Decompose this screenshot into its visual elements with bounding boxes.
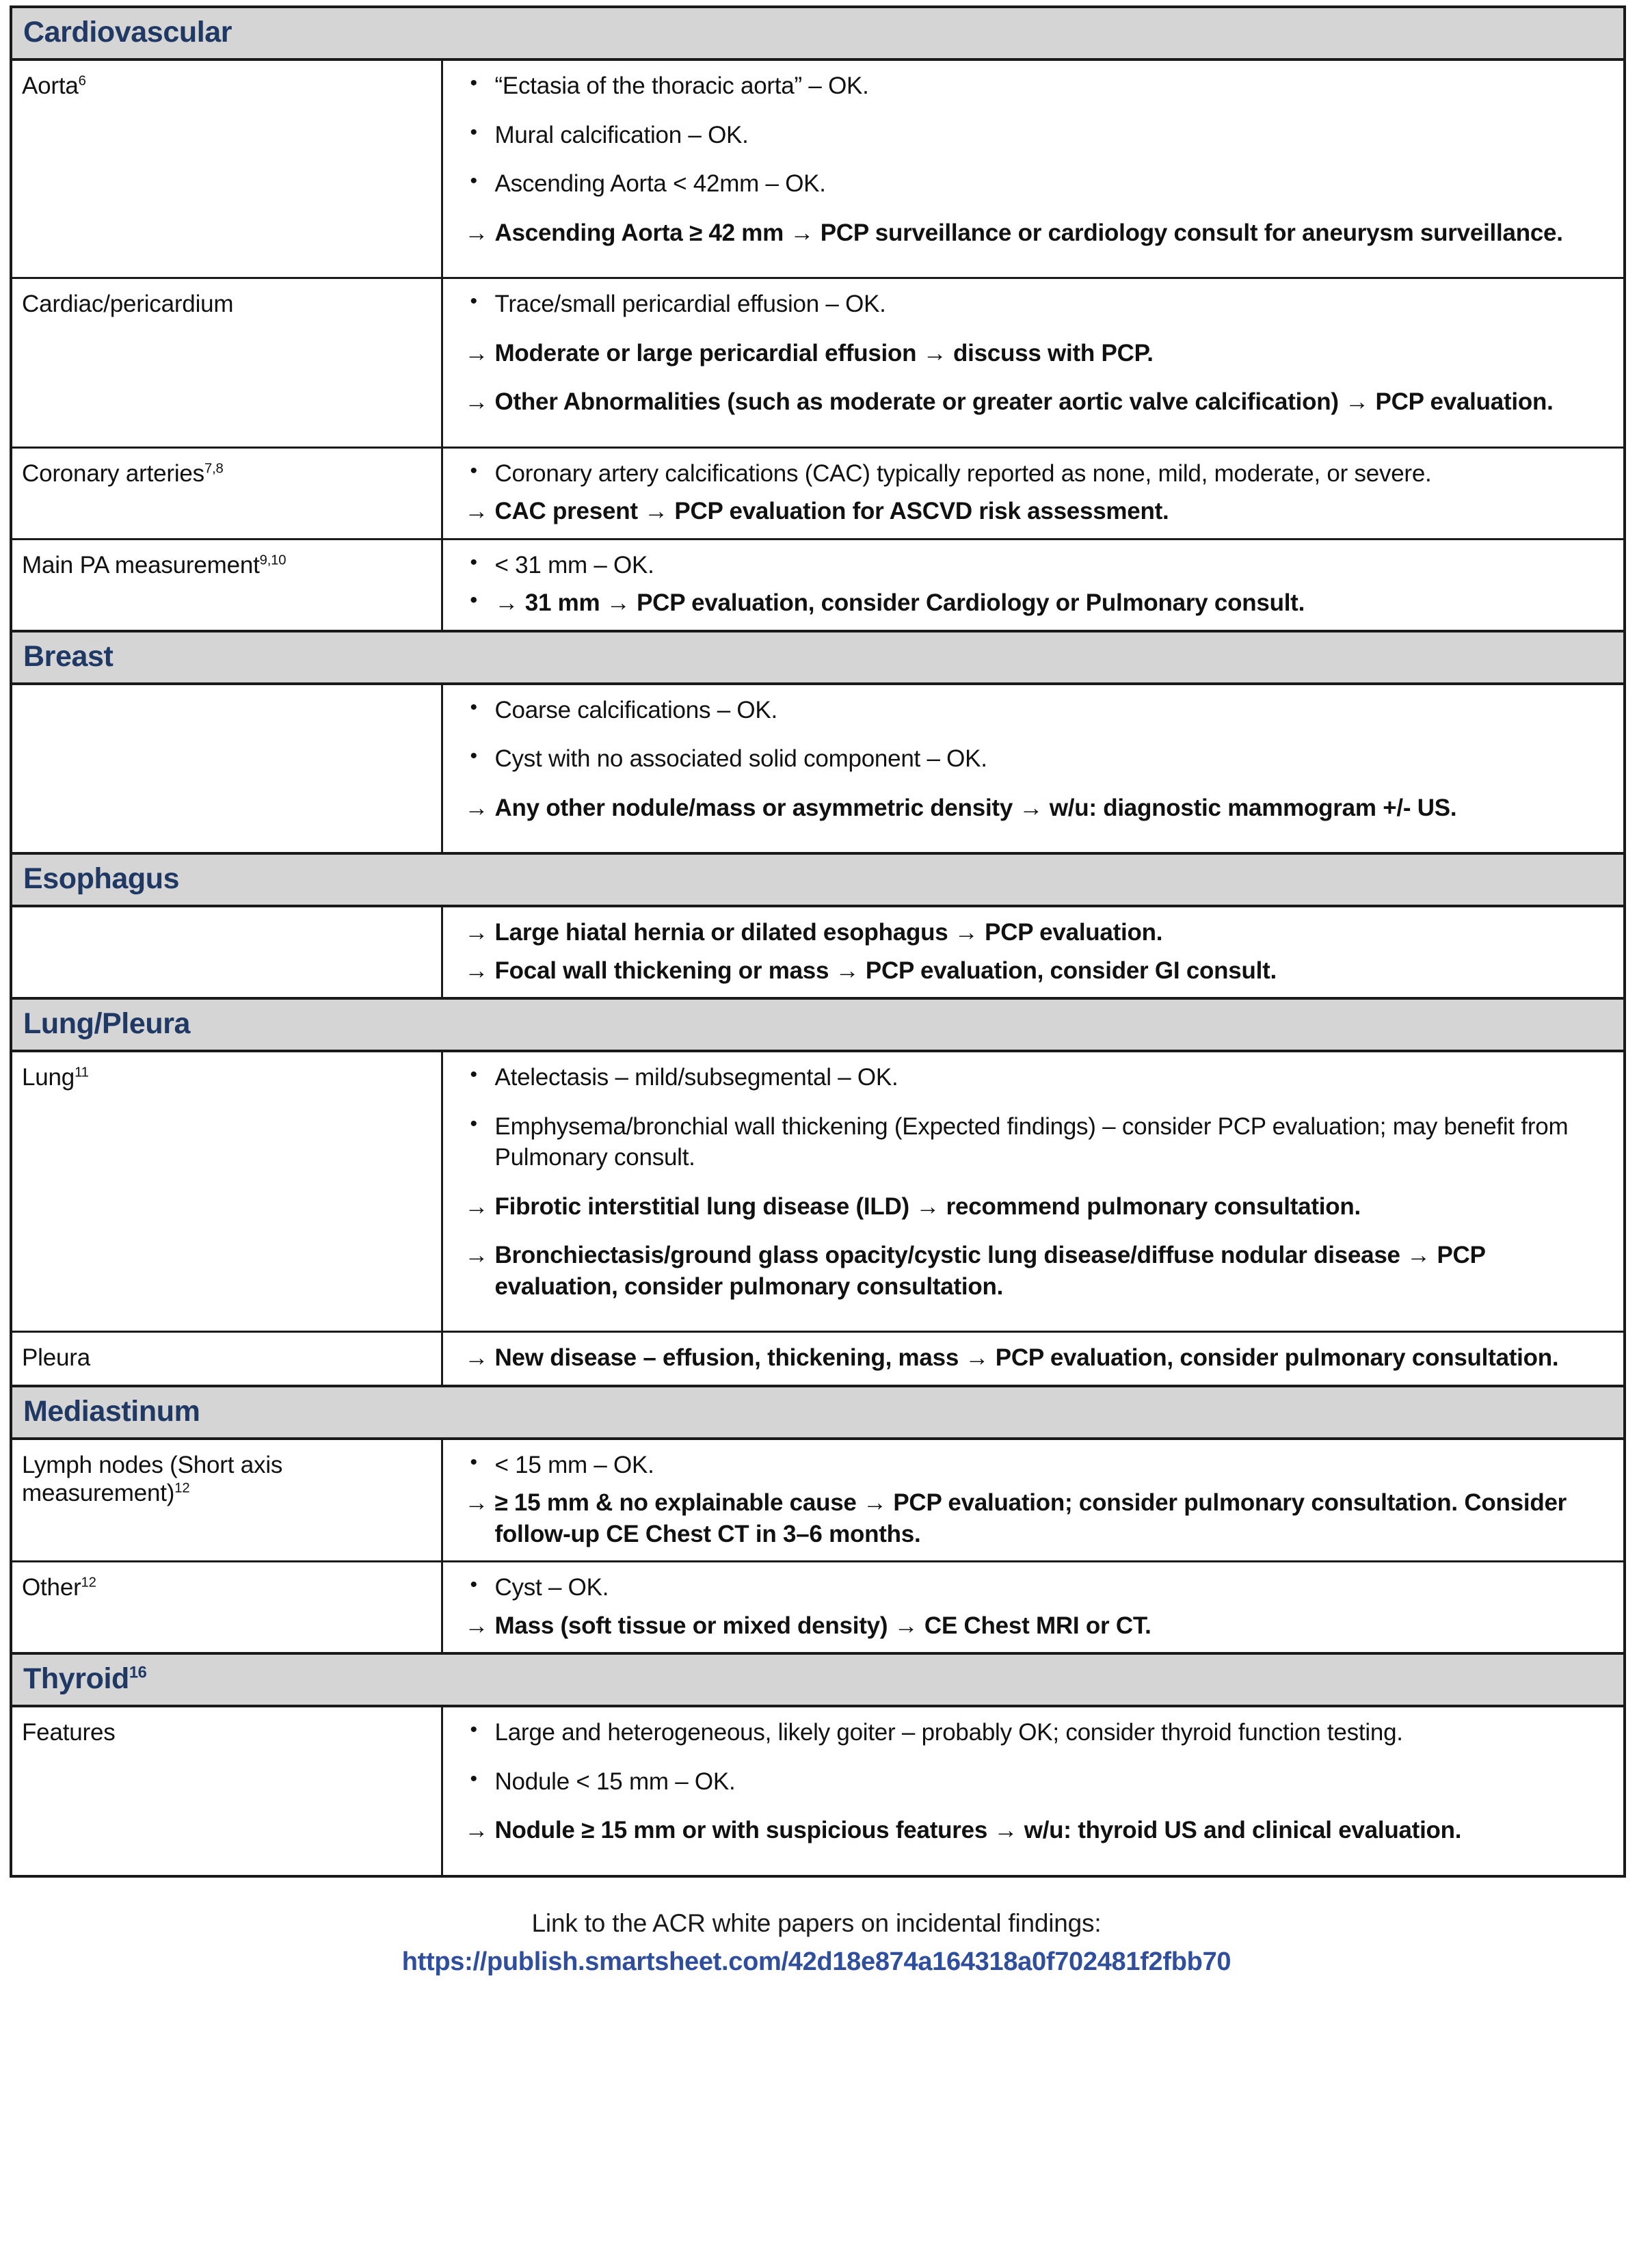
- row-label-cell: [11, 1051, 442, 1332]
- recommendation-item: • Mural calcification – OK.: [461, 120, 1609, 151]
- recommendation-list: [461, 1572, 1609, 1641]
- recommendation-item: → Large hiatal hernia or dilated esophagus → PCP evaluation.: [461, 917, 1609, 948]
- row-label-footnote: 12: [81, 1575, 96, 1590]
- section-title-footnote: 16: [129, 1664, 147, 1682]
- row-label-cell: [11, 447, 442, 539]
- section-title: [12, 1387, 1623, 1437]
- row-label-footnote: 7,8: [204, 460, 224, 476]
- recommendation-item: • Coronary artery calcifications (CAC) typically reported as none, mild, moderate, or severe.: [461, 458, 1609, 490]
- recommendation-list: [461, 70, 1609, 248]
- recommendation-item: → Nodule ≥ 15 mm or with suspicious features → w/u: thyroid US and clinical evaluation.: [461, 1815, 1609, 1846]
- section-title-text: Lung/Pleura: [23, 1007, 191, 1040]
- row-recommendations-cell: [442, 1562, 1625, 1654]
- row-label-footnote: 9,10: [259, 552, 287, 568]
- table-row: [11, 278, 1625, 448]
- recommendation-item: → Moderate or large pericardial effusion → discuss with PCP.: [461, 338, 1609, 369]
- recommendation-item: → ≥ 15 mm & no explainable cause → PCP evaluation; consider pulmonary consultation. Consider follow-up CE Chest CT in 3–6 months.: [461, 1487, 1609, 1549]
- section-header-cell: [11, 1653, 1625, 1706]
- recommendation-list: [461, 289, 1609, 418]
- section-title: [12, 8, 1623, 58]
- row-recommendations-cell: [442, 447, 1625, 539]
- recommendation-item: → Other Abnormalities (such as moderate or greater aortic valve calcification) → PCP evaluation.: [461, 386, 1609, 418]
- row-label: [22, 1063, 433, 1091]
- row-recommendations-cell: [442, 1051, 1625, 1332]
- section-header-cell: [11, 631, 1625, 684]
- section-title: [12, 1655, 1623, 1705]
- recommendation-item: • Cyst – OK.: [461, 1572, 1609, 1603]
- section-title-text: Cardiovascular: [23, 16, 232, 49]
- row-recommendations-cell: [442, 539, 1625, 631]
- section-header-row: [11, 853, 1625, 906]
- row-label-text: Pleura: [22, 1344, 90, 1371]
- recommendation-list: [461, 1717, 1609, 1846]
- recommendation-list: [461, 458, 1609, 527]
- row-label-cell: [11, 1706, 442, 1876]
- recommendation-item: → Mass (soft tissue or mixed density) → CE Chest MRI or CT.: [461, 1610, 1609, 1642]
- row-label: [22, 1573, 433, 1601]
- section-title-text: Mediastinum: [23, 1394, 200, 1428]
- table-row: [11, 539, 1625, 631]
- footer: [10, 1878, 1623, 1989]
- row-label-cell: [11, 684, 442, 854]
- row-label: [22, 551, 433, 579]
- table-row: [11, 59, 1625, 278]
- section-header-row: [11, 1653, 1625, 1706]
- section-header-cell: [11, 7, 1625, 59]
- section-title-text: Breast: [23, 639, 114, 673]
- recommendation-list: [461, 550, 1609, 619]
- row-label-text: Cardiac/pericardium: [22, 291, 234, 317]
- recommendation-item: → Fibrotic interstitial lung disease (ILD) → recommend pulmonary consultation.: [461, 1191, 1609, 1223]
- row-label-text: Main PA measurement: [22, 551, 260, 578]
- recommendation-list: [461, 917, 1609, 986]
- row-label-cell: [11, 278, 442, 448]
- row-label: [22, 290, 433, 318]
- recommendation-item: • Cyst with no associated solid component – OK.: [461, 743, 1609, 775]
- section-header-cell: [11, 853, 1625, 906]
- recommendation-list: [461, 1342, 1609, 1374]
- row-label-cell: [11, 1562, 442, 1654]
- table-row: [11, 684, 1625, 854]
- recommendation-item: • Coarse calcifications – OK.: [461, 695, 1609, 726]
- section-title: [12, 1000, 1623, 1050]
- row-label-text: Other: [22, 1574, 81, 1601]
- table-row: [11, 1332, 1625, 1386]
- row-recommendations-cell: [442, 278, 1625, 448]
- recommendation-item: → Focal wall thickening or mass → PCP evaluation, consider GI consult.: [461, 955, 1609, 987]
- row-label: [22, 1451, 433, 1508]
- section-header-row: [11, 1386, 1625, 1439]
- row-label-text: Features: [22, 1719, 116, 1746]
- row-recommendations-cell: [442, 906, 1625, 998]
- section-header-cell: [11, 998, 1625, 1051]
- row-label-text: Aorta: [22, 72, 79, 99]
- section-header-row: [11, 7, 1625, 59]
- acr-white-papers-link[interactable]: https://publish.smartsheet.com/42d18e874a164318a0f702481f2fbb70: [401, 1947, 1231, 1976]
- row-label-cell: [11, 59, 442, 278]
- row-recommendations-cell: [442, 59, 1625, 278]
- recommendation-list: [461, 1062, 1609, 1302]
- recommendation-item: → Any other nodule/mass or asymmetric density → w/u: diagnostic mammogram +/- US.: [461, 792, 1609, 824]
- row-recommendations-cell: [442, 684, 1625, 854]
- row-label-text: Coronary arteries: [22, 459, 204, 487]
- row-label: [22, 459, 433, 488]
- section-title: [12, 855, 1623, 905]
- recommendation-item: • “Ectasia of the thoracic aorta” – OK.: [461, 70, 1609, 102]
- recommendation-item: • → 31 mm → PCP evaluation, consider Cardiology or Pulmonary consult.: [461, 587, 1609, 619]
- row-label: [22, 1344, 433, 1372]
- incidental-findings-table: [10, 5, 1626, 1878]
- row-label: [22, 72, 433, 100]
- table-row: [11, 1562, 1625, 1654]
- recommendation-list: [461, 1450, 1609, 1550]
- table-row: [11, 447, 1625, 539]
- table-row: [11, 1051, 1625, 1332]
- row-recommendations-cell: [442, 1439, 1625, 1562]
- row-recommendations-cell: [442, 1706, 1625, 1876]
- row-label-cell: [11, 539, 442, 631]
- row-label-footnote: 12: [174, 1480, 190, 1496]
- row-label-text: Lymph nodes (Short axis measurement): [22, 1451, 283, 1506]
- section-header-row: [11, 631, 1625, 684]
- table-row: [11, 1439, 1625, 1562]
- section-title: [12, 632, 1623, 682]
- table-row: [11, 1706, 1625, 1876]
- recommendation-item: • Ascending Aorta < 42mm – OK.: [461, 168, 1609, 200]
- row-recommendations-cell: [442, 1332, 1625, 1386]
- row-label-text: Lung: [22, 1064, 75, 1091]
- section-header-cell: [11, 1386, 1625, 1439]
- recommendation-item: • < 15 mm – OK.: [461, 1450, 1609, 1481]
- recommendation-list: [461, 695, 1609, 824]
- row-label-cell: [11, 1439, 442, 1562]
- row-label-footnote: 6: [78, 73, 86, 89]
- section-title-text: Esophagus: [23, 862, 180, 895]
- recommendation-item: • < 31 mm – OK.: [461, 550, 1609, 581]
- recommendation-item: → CAC present → PCP evaluation for ASCVD risk assessment.: [461, 496, 1609, 527]
- section-header-row: [11, 998, 1625, 1051]
- recommendation-item: • Atelectasis – mild/subsegmental – OK.: [461, 1062, 1609, 1093]
- recommendation-item: • Large and heterogeneous, likely goiter – probably OK; consider thyroid function testing.: [461, 1717, 1609, 1748]
- recommendation-item: → Bronchiectasis/ground glass opacity/cystic lung disease/diffuse nodular disease → PCP evaluation, consider pulmonary consultation.: [461, 1240, 1609, 1302]
- recommendation-item: → New disease – effusion, thickening, mass → PCP evaluation, consider pulmonary consultation.: [461, 1342, 1609, 1374]
- row-label-cell: [11, 1332, 442, 1386]
- recommendation-item: • Emphysema/bronchial wall thickening (Expected findings) – consider PCP evaluation; may benefit from Pulmonary consult.: [461, 1111, 1609, 1173]
- footer-caption: Link to the ACR white papers on incidental findings:: [531, 1908, 1102, 1937]
- section-title-text: Thyroid: [23, 1662, 129, 1695]
- recommendation-item: • Nodule < 15 mm – OK.: [461, 1766, 1609, 1798]
- row-label-footnote: 11: [75, 1065, 89, 1080]
- row-label-cell: [11, 906, 442, 998]
- table-row: [11, 906, 1625, 998]
- recommendation-item: → Ascending Aorta ≥ 42 mm → PCP surveillance or cardiology consult for aneurysm surveillance.: [461, 217, 1609, 249]
- row-label: [22, 1718, 433, 1746]
- recommendation-item: • Trace/small pericardial effusion – OK.: [461, 289, 1609, 320]
